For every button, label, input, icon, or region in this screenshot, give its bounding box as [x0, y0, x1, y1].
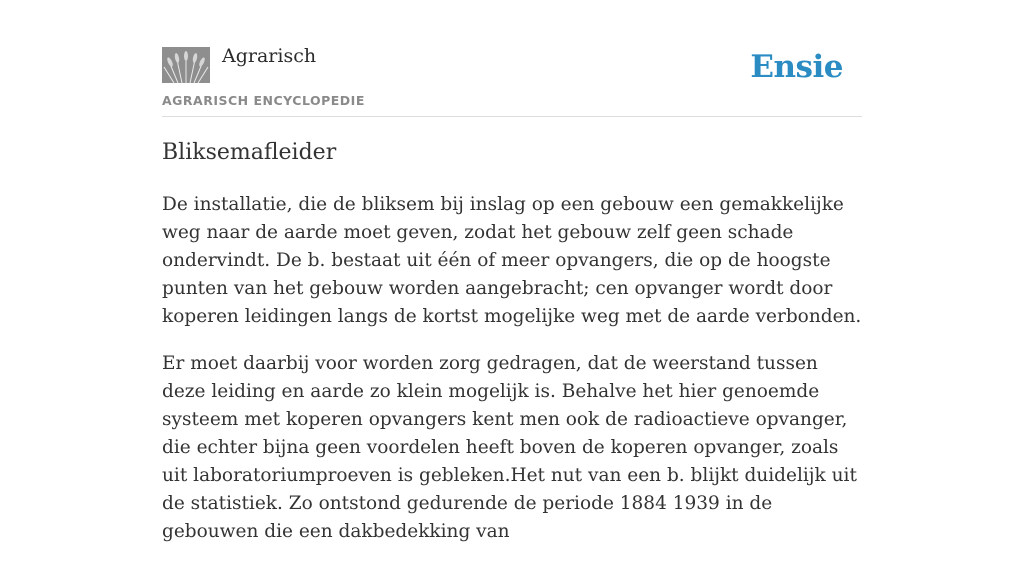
- brand-logo[interactable]: Ensie: [750, 49, 843, 85]
- paragraph: Er moet daarbij voor worden zorg gedragen, dat de weerstand tussen deze leiding en aarde zo klein mogelijk is. Behalve het hier genoemde systeem met koperen opvangers kent men ook de radioactieve opvanger, die echter bijna geen voordelen heeft boven de koperen opvanger, zoals uit laboratoriumproeven is gebleken.Het nut van een b. blijkt duidelijk uit de statistiek. Zo ontstond gedurende de periode 1884 1939 in de gebouwen die een dakbedekking van: [162, 353, 857, 542]
- header: [162, 0, 862, 117]
- article-container: [162, 0, 862, 542]
- page-title: Bliksemafleider: [162, 140, 337, 165]
- source-name[interactable]: Agrarisch: [222, 45, 317, 67]
- source-avatar[interactable]: [162, 47, 210, 83]
- wheat-icon: [162, 47, 210, 83]
- source-subtitle: AGRARISCH ENCYCLOPEDIE: [162, 93, 365, 108]
- paragraph: De installatie, die de bliksem bij inslag op een gebouw een gemakkelijke weg naar de aarde moet geven, zodat het gebouw zelf geen schade ondervindt. De b. bestaat uit één of meer opvangers, die op de hoogste punten van het gebouw worden aangebracht; cen opvanger wordt door koperen leidingen langs de kortst mogelijke weg met de aarde verbonden.: [162, 194, 862, 327]
- article-body: [162, 191, 862, 565]
